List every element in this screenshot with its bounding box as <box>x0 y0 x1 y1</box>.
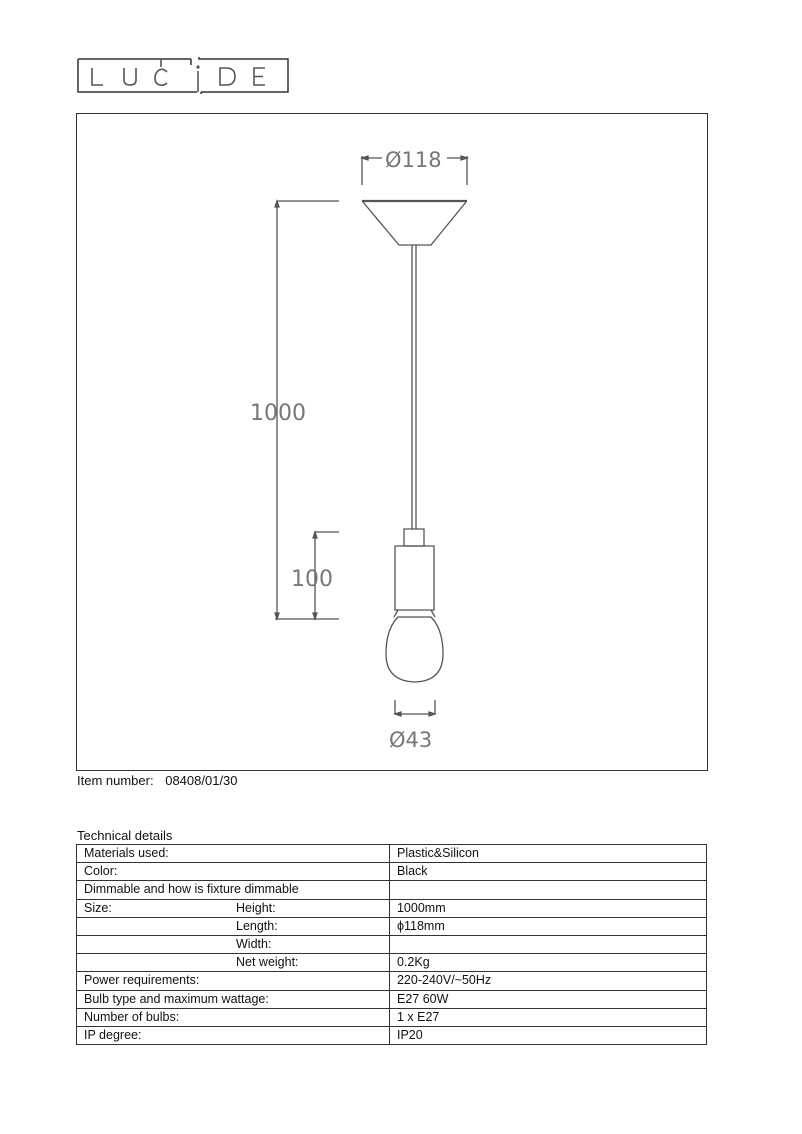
row-value <box>389 881 706 899</box>
row-label <box>84 918 236 935</box>
item-number <box>77 773 238 788</box>
row-value: 220-240V/~50Hz <box>389 972 706 990</box>
row-label: Size: <box>84 900 112 915</box>
row-label: Materials used: <box>77 845 390 863</box>
table-row <box>77 935 707 953</box>
table-row <box>77 972 707 990</box>
row-value: Plastic&Silicon <box>389 845 706 863</box>
row-sublabel: Width: <box>236 937 272 952</box>
table-row <box>77 881 707 899</box>
row-value: 1 x E27 <box>389 1008 706 1026</box>
row-label: Power requirements: <box>77 972 390 990</box>
row-value: 0.2Kg <box>389 954 706 972</box>
table-row <box>77 1026 707 1044</box>
technical-drawing <box>76 113 708 771</box>
row-value: E27 60W <box>389 990 706 1008</box>
row-sublabel: Net weight: <box>236 955 299 970</box>
technical-details-title: Technical details <box>77 828 173 843</box>
row-sublabel: Length: <box>236 918 278 933</box>
item-number-value: 08408/01/30 <box>165 773 238 788</box>
row-label: Bulb type and maximum wattage: <box>77 990 390 1008</box>
row-label: Number of bulbs: <box>77 1008 390 1026</box>
row-label <box>84 936 236 953</box>
dim-canopy-diameter: Ø118 <box>385 148 442 172</box>
row-label <box>84 954 236 971</box>
technical-details-table <box>76 844 707 1045</box>
row-sublabel: Height: <box>236 900 276 915</box>
item-number-label: Item number: <box>77 773 154 788</box>
table-row <box>77 863 707 881</box>
row-label: IP degree: <box>77 1026 390 1044</box>
row-value: IP20 <box>389 1026 706 1044</box>
row-label: Dimmable and how is fixture dimmable <box>77 881 390 899</box>
row-value: 1000mm <box>389 899 706 917</box>
dim-bulb-diameter: Ø43 <box>389 728 433 752</box>
row-value: ϕ118mm <box>389 917 706 935</box>
table-row <box>77 954 707 972</box>
table-row <box>77 917 707 935</box>
row-value: Black <box>389 863 706 881</box>
row-label: Color: <box>77 863 390 881</box>
table-row <box>77 845 707 863</box>
table-row <box>77 1008 707 1026</box>
lucide-logo <box>77 57 289 94</box>
dim-total-height: 1000 <box>250 401 306 426</box>
dim-holder-height: 100 <box>291 567 333 592</box>
table-row <box>77 990 707 1008</box>
row-value <box>389 935 706 953</box>
table-row <box>77 899 707 917</box>
